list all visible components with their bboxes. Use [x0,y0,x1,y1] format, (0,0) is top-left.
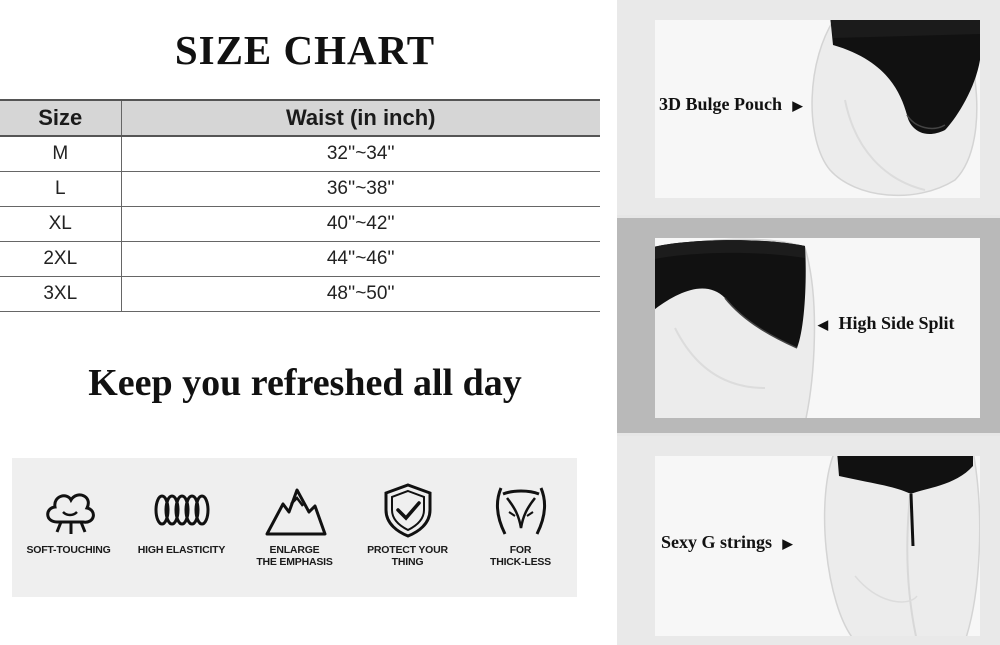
table-row [0,171,600,206]
waist-cell: 48''~50'' [121,276,600,311]
mountain-icon [263,482,327,538]
feature-label: ENLARGE THE EMPHASIS [256,544,333,568]
table-row [0,136,600,171]
cotton-icon [37,482,101,538]
bulge-pouch-band [617,0,1000,215]
size-column-header: Size [0,100,121,136]
table-row [0,241,600,276]
feature-enlarge [245,482,345,568]
body-outline-icon [489,482,553,538]
waist-cell: 32''~34'' [121,136,600,171]
feature-strip [12,458,577,597]
bulge-pouch-label: 3D Bulge Pouch [659,94,783,114]
size-table [0,99,600,312]
arrow-right-icon: ▶ [782,536,793,551]
size-cell: 3XL [0,276,121,311]
feature-label: HIGH ELASTICITY [137,544,226,556]
high-side-split-photo [655,238,980,418]
table-row [0,276,600,311]
high-side-split-band [617,218,1000,433]
feature-thick-less [471,482,571,568]
spring-coil-icon [150,482,214,538]
feature-high-elasticity [132,482,232,556]
product-gallery [617,0,1000,645]
arrow-left-icon: ◀ [818,317,828,332]
size-cell: L [0,171,121,206]
size-table-header-row [0,100,600,136]
feature-label: FOR THICK-LESS [489,544,551,568]
g-string-photo [655,456,980,636]
size-cell: 2XL [0,241,121,276]
shield-check-icon [376,482,440,538]
g-string-band [617,436,1000,645]
g-string-label: Sexy G strings [661,532,773,552]
bulge-pouch-photo [655,20,980,198]
g-string-callout [661,532,793,553]
table-row [0,206,600,241]
feature-label: PROTECT YOUR THING [367,544,448,568]
feature-soft-touching [19,482,119,556]
waist-column-header: Waist (in inch) [121,100,600,136]
size-chart-title: SIZE CHART [174,27,436,73]
tagline: Keep you refreshed all day [88,362,522,404]
waist-cell: 36''~38'' [121,171,600,206]
size-cell: M [0,136,121,171]
arrow-right-icon: ▶ [792,98,803,113]
feature-label: SOFT-TOUCHING [26,544,111,556]
high-side-split-callout [818,313,955,334]
bulge-pouch-callout [659,94,803,115]
waist-cell: 44''~46'' [121,241,600,276]
waist-cell: 40''~42'' [121,206,600,241]
size-cell: XL [0,206,121,241]
high-side-split-label: High Side Split [838,313,955,333]
feature-protect [358,482,458,568]
